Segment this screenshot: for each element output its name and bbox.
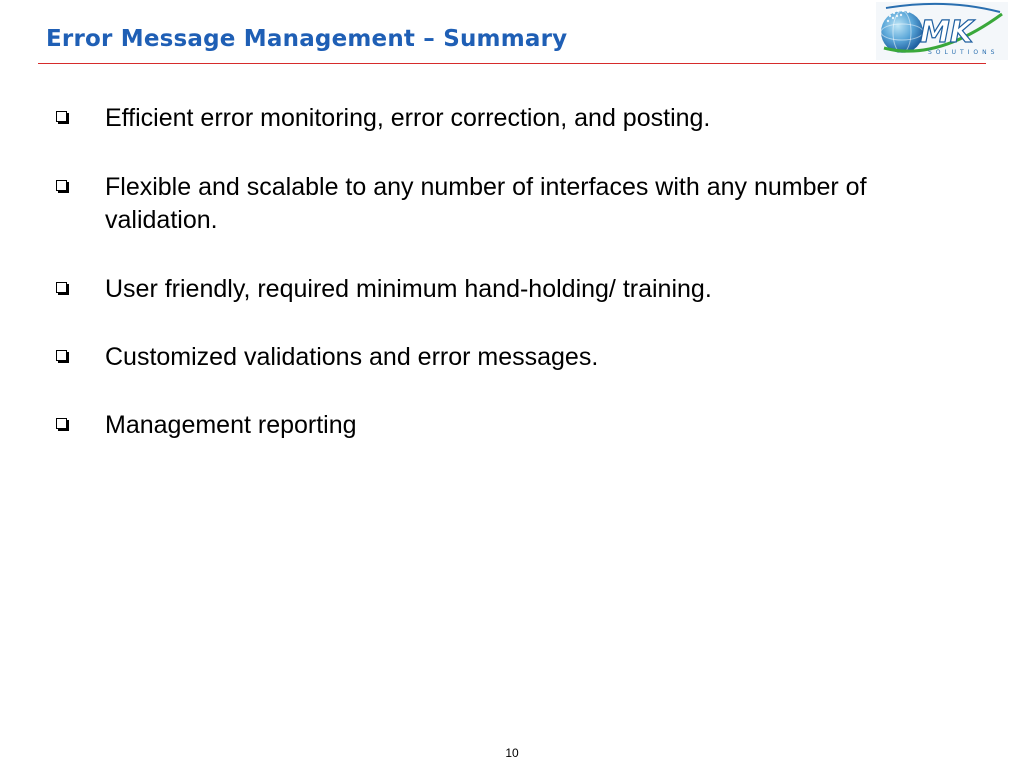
bullet-text: User friendly, required minimum hand-holding/ training. bbox=[105, 275, 712, 303]
square-bullet-icon bbox=[56, 180, 67, 191]
square-bullet-icon bbox=[56, 111, 67, 122]
slide-title: Error Message Management – Summary bbox=[46, 26, 568, 52]
company-logo bbox=[876, 2, 1008, 60]
logo-subtitle: SOLUTIONS bbox=[928, 49, 999, 56]
square-bullet-icon bbox=[56, 350, 67, 361]
bullet-text: Customized validations and error messages. bbox=[105, 343, 599, 371]
bullet-text: Efficient error monitoring, error correction, and posting. bbox=[105, 104, 711, 132]
square-bullet-icon bbox=[56, 282, 67, 293]
bullet-text: Management reporting bbox=[105, 411, 357, 439]
square-bullet-icon bbox=[56, 418, 67, 429]
logo-text: MK bbox=[920, 15, 974, 50]
page-number: 10 bbox=[505, 746, 519, 760]
bullet-text: Flexible and scalable to any number of interfaces with any number of validation. bbox=[105, 173, 867, 234]
title-divider bbox=[38, 63, 986, 64]
